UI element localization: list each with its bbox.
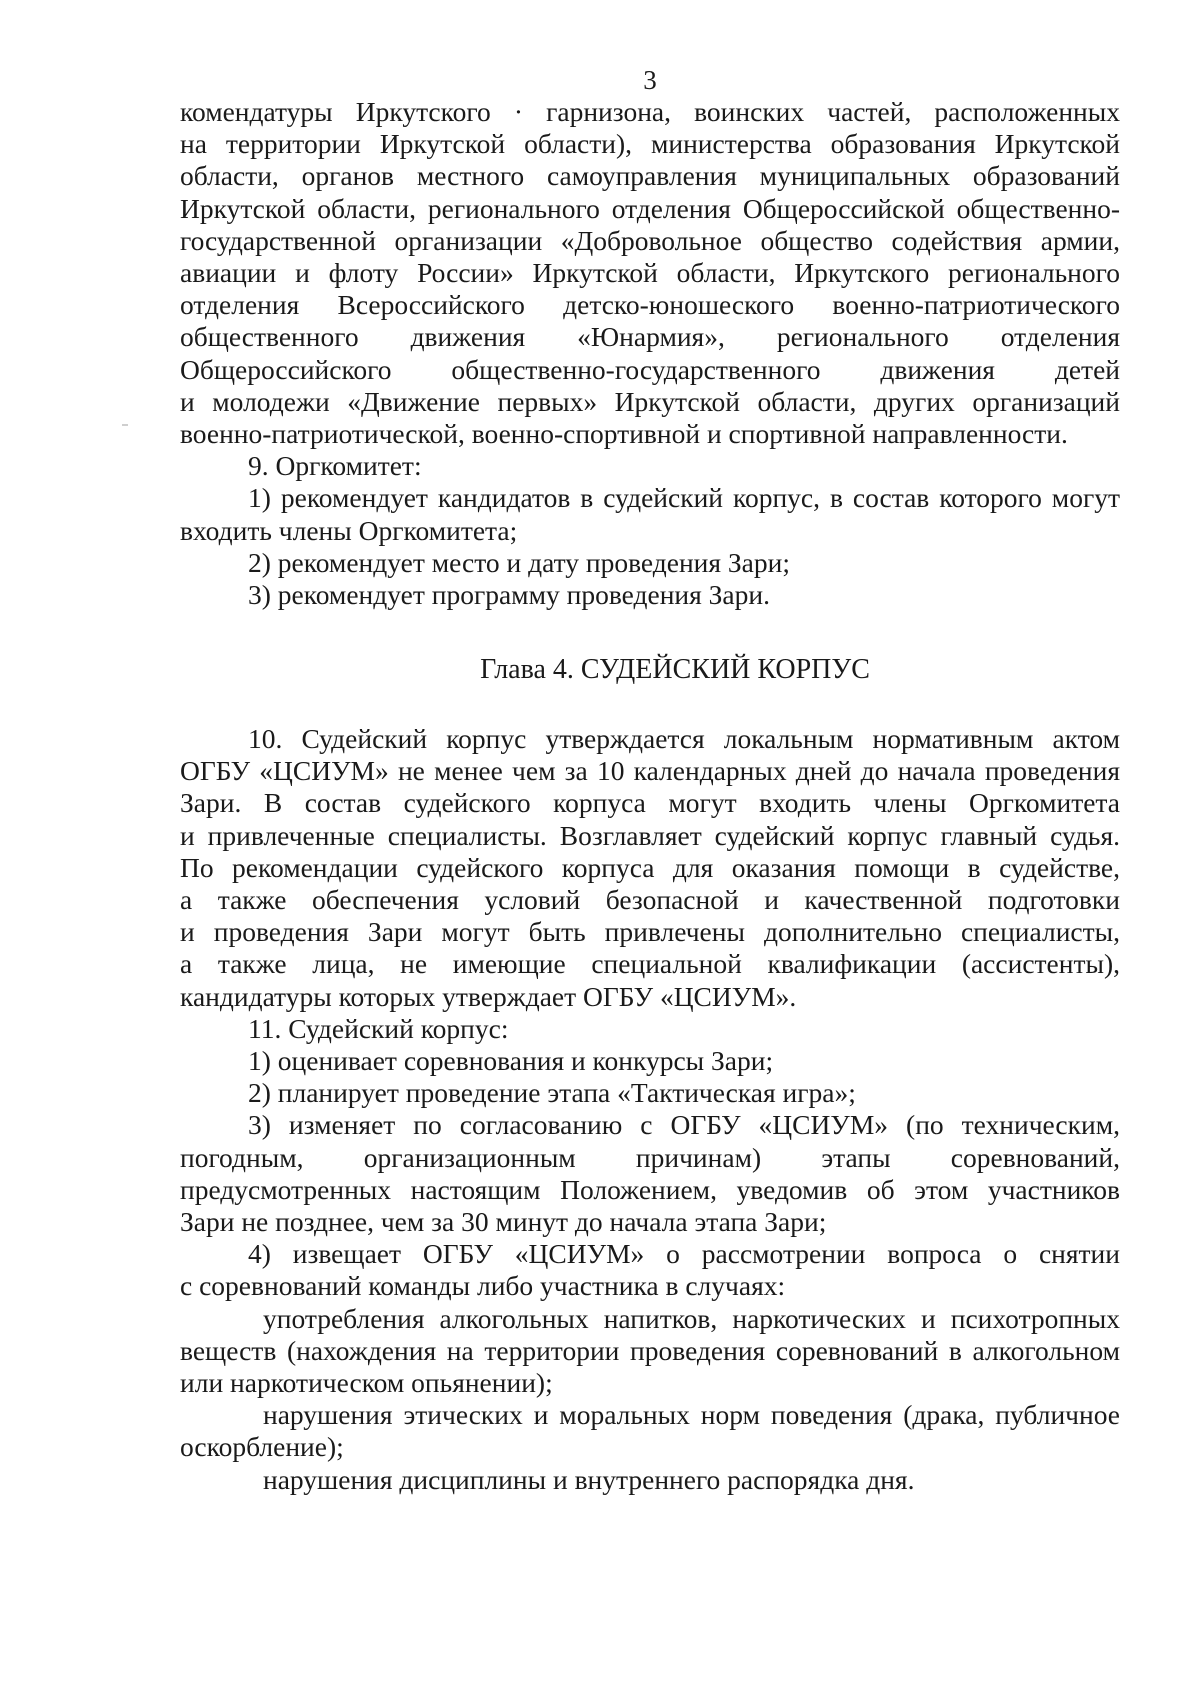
clause-9-item-1: 1) рекомендует кандидатов в судейский корпус, в состав которого могут xyxy=(248,482,1120,514)
case-ethics-cont: оскорбление); xyxy=(180,1431,344,1463)
continuation-paragraph xyxy=(180,96,1120,611)
clause-10-line: По рекомендации судейского корпуса для оказания помощи в судействе, xyxy=(180,851,1120,883)
case-alcohol: употребления алкогольных напитков, наркотических и психотропных xyxy=(263,1302,1120,1334)
clause-11-item-3-cont: погодным, организационным причинам) этапы соревнований, xyxy=(180,1141,1120,1173)
text-line: на территории Иркутской области), министерства образования Иркутской xyxy=(180,128,1120,160)
case-alcohol-cont: или наркотическом опьянении); xyxy=(180,1367,553,1399)
clause-10-line: ОГБУ «ЦСИУМ» не менее чем за 10 календарных дней до начала проведения xyxy=(180,755,1120,787)
clause-10-line: и проведения Зари могут быть привлечены дополнительно специалисты, xyxy=(180,916,1120,948)
clause-11-item-4-cont: с соревнований команды либо участника в случаях: xyxy=(180,1270,786,1302)
clause-9-item-1-cont: входить члены Оргкомитета; xyxy=(180,514,518,546)
clause-11-item-1: 1) оценивает соревнования и конкурсы Зари; xyxy=(248,1045,774,1077)
scan-mark xyxy=(122,424,128,426)
clause-10-line: 10. Судейский корпус утверждается локальным нормативным актом xyxy=(248,723,1120,754)
chapter-4-body xyxy=(180,723,1120,1496)
text-line: государственной организации «Добровольное общество содействия армии, xyxy=(180,224,1120,256)
case-discipline: нарушения дисциплины и внутреннего распорядка дня. xyxy=(263,1463,915,1495)
clause-11-item-3-cont: предусмотренных настоящим Положением, уведомив об этом участников xyxy=(180,1173,1120,1205)
clause-9-item-3: 3) рекомендует программу проведения Зари. xyxy=(248,579,770,611)
text-line: Иркутской области, регионального отделения Общероссийской общественно- xyxy=(180,192,1120,224)
clause-9-heading: 9. Оргкомитет: xyxy=(248,450,422,482)
clause-10-line: и привлеченные специалисты. Возглавляет судейский корпус главный судья. xyxy=(180,819,1120,851)
text-line: авиации и флоту России» Иркутской области, Иркутского регионального xyxy=(180,257,1120,289)
clause-10-line: а также лица, не имеющие специальной квалификации (ассистенты), xyxy=(180,948,1120,980)
clause-11-item-2: 2) планирует проведение этапа «Тактическая игра»; xyxy=(248,1077,856,1109)
clause-10-line: а также обеспечения условий безопасной и качественной подготовки xyxy=(180,884,1120,916)
text-line: Общероссийского общественно-государственного движения детей xyxy=(180,353,1120,385)
clause-11-item-4: 4) извещает ОГБУ «ЦСИУМ» о рассмотрении вопроса о снятии xyxy=(248,1238,1120,1270)
clause-11-item-3-cont: Зари не позднее, чем за 30 минут до начала этапа Зари; xyxy=(180,1206,827,1238)
text-line: отделения Всероссийского детско-юношеского военно-патриотического xyxy=(180,289,1120,321)
clause-11-item-3: 3) изменяет по согласованию с ОГБУ «ЦСИУМ» (по техническим, xyxy=(248,1109,1120,1141)
clause-11-heading: 11. Судейский корпус: xyxy=(248,1012,509,1044)
case-alcohol-cont: веществ (нахождения на территории проведения соревнований в алкогольном xyxy=(180,1334,1120,1366)
text-line: и молодежи «Движение первых» Иркутской области, других организаций xyxy=(180,385,1120,417)
chapter-heading: Глава 4. СУДЕЙСКИЙ КОРПУС xyxy=(480,654,870,685)
page-number: 3 xyxy=(643,65,657,95)
clause-10-line: кандидатуры которых утверждает ОГБУ «ЦСИУМ». xyxy=(180,980,797,1012)
clause-10-line: Зари. В состав судейского корпуса могут входить члены Оргкомитета xyxy=(180,787,1120,819)
clause-9-item-2: 2) рекомендует место и дату проведения Зари; xyxy=(248,546,790,578)
text-line: общественного движения «Юнармия», регионального отделения xyxy=(180,321,1120,353)
text-line: комендатуры Иркутского · гарнизона, воинских частей, расположенных xyxy=(180,96,1120,127)
case-ethics: нарушения этических и моральных норм поведения (драка, публичное xyxy=(263,1399,1120,1431)
text-line: военно-патриотической, военно-спортивной и спортивной направленности. xyxy=(180,418,1068,450)
text-line: области, органов местного самоуправления муниципальных образований xyxy=(180,160,1120,192)
